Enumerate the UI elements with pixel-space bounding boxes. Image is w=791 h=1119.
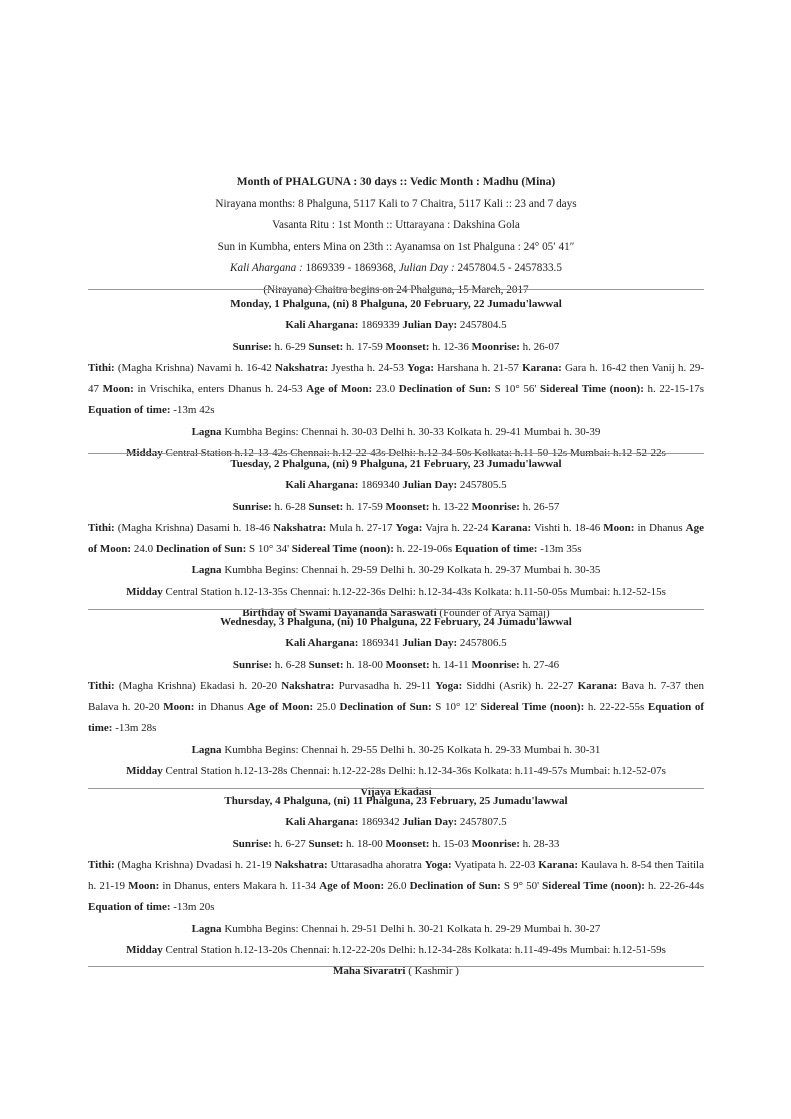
day-title: Tuesday, 2 Phalguna, (ni) 9 Phalguna, 21 February, 23 Jumadu'lawwal [230,458,562,470]
lagna-line: Lagna Kumbha Begins: Chennai h. 29-51 Delhi h. 30-21 Kolkata h. 29-29 Mumbai h. 30-27 [191,922,601,935]
panchanga-details: Tithi: (Magha Krishna) Navami h. 16-42 Nakshatra: Jyestha h. 24-53 Yoga: Harshana h. 21-57 Karana: Gara h. 16-42 then Vanij h. 29-47 Moon: in Vrischika, enters Dhanus h. 24-53 Age of Moon: 23.0 Declination of Sun: S 10° 56' Sidereal Time (noon): h. 22-15-17s Equation of time: -13m 42s [88,361,705,417]
chaitra-begins-line: (Nirayana) Chaitra begins on 24 Phalguna, 15 March, 2017 [263,283,529,296]
ahargana-line: Kali Ahargana: 1869340 Julian Day: 2457805.5 [285,479,507,492]
day-title: Wednesday, 3 Phalguna, (ni) 10 Phalguna, 22 February, 24 Jumadu'lawwal [220,616,572,628]
kali-range-value: 1869339 - 1869368, [302,262,399,274]
rise-set-line: Sunrise: h. 6-28 Sunset: h. 17-59 Moonset: h. 13-22 Moonrise: h. 26-57 [232,500,560,513]
day-title: Monday, 1 Phalguna, (ni) 8 Phalguna, 20 February, 22 Jumadu'lawwal [230,298,562,310]
lagna-line: Lagna Kumbha Begins: Chennai h. 29-59 Delhi h. 30-29 Kolkata h. 29-37 Mumbai h. 30-35 [191,564,601,577]
sun-ayanamsa-line: Sun in Kumbha, enters Mina on 23th :: Ayanamsa on 1st Phalguna : 24° 05′ 41″ [217,240,575,253]
midday-line: Midday Central Station h.12-13-28s Chennai: h.12-22-28s Delhi: h.12-34-36s Kolkata: h.11-49-57s Mumbai: h.12-52-07s [126,765,666,778]
divider [88,966,704,967]
julian-range-value: 2457804.5 - 2457833.5 [454,262,562,274]
lagna-line: Lagna Kumbha Begins: Chennai h. 30-03 Delhi h. 30-33 Kolkata h. 29-41 Mumbai h. 30-39 [191,425,601,438]
kali-julian-range [88,258,704,280]
midday-line: Midday Central Station h.12-13-20s Chennai: h.12-22-20s Delhi: h.12-34-28s Kolkata: h.11-49-49s Mumbai: h.12-51-59s [126,944,666,957]
rise-set-line: Sunrise: h. 6-29 Sunset: h. 17-59 Moonset: h. 12-36 Moonrise: h. 26-07 [232,340,560,353]
day-entry-thursday [88,791,704,983]
panchanga-details: Tithi: (Magha Krishna) Ekadasi h. 20-20 Nakshatra: Purvasadha h. 29-11 Yoga: Siddhi (Asrik) h. 22-27 Karana: Bava h. 7-37 then Balava h. 20-20 Moon: in Dhanus Age of Moon: 25.0 Declination of Sun: S 10° 12' Sidereal Time (noon): h. 22-22-55s Equation of time: -13m 28s [88,679,705,735]
day-entry-tuesday [88,454,704,624]
day-entry-monday [88,294,704,464]
panchanga-details: Tithi: (Magha Krishna) Dasami h. 18-46 Nakshatra: Mula h. 27-17 Yoga: Vajra h. 22-24 Karana: Vishti h. 18-46 Moon: in Dhanus Age of Moon: 24.0 Declination of Sun: S 10° 34' Sidereal Time (noon): h. 22-19-06s Equation of time: -13m 35s [88,521,704,556]
ahargana-line: Kali Ahargana: 1869339 Julian Day: 2457804.5 [285,319,507,332]
day-title: Thursday, 4 Phalguna, (ni) 11 Phalguna, 23 February, 25 Jumadu'lawwal [224,795,568,807]
midday-line: Midday Central Station h.12-13-42s Chennai: h.12-22-43s Delhi: h.12-34-50s Kolkata: h.11-50-12s Mumbai: h.12-52-22s [126,447,666,460]
kali-range-label: Kali Ahargana : [230,262,303,274]
nirayana-months: Nirayana months: 8 Phalguna, 5117 Kali to 7 Chaitra, 5117 Kali :: 23 and 7 days [215,197,577,210]
lagna-line: Lagna Kumbha Begins: Chennai h. 29-55 Delhi h. 30-25 Kolkata h. 29-33 Mumbai h. 30-31 [191,743,601,756]
festival-line: Maha Sivaratri ( Kashmir ) [333,965,459,978]
divider [88,609,704,610]
festival-line: Birthday of Swami Dayananda Saraswati (Founder of Arya Samaj) [242,607,550,620]
julian-range-label: Julian Day : [398,262,455,274]
divider [88,289,704,290]
midday-line: Midday Central Station h.12-13-35s Chennai: h.12-22-36s Delhi: h.12-34-43s Kolkata: h.11-50-05s Mumbai: h.12-52-15s [126,585,666,598]
ritu-line: Vasanta Ritu : 1st Month :: Uttarayana : Dakshina Gola [272,219,520,231]
day-entry-wednesday [88,612,704,804]
rise-set-line: Sunrise: h. 6-28 Sunset: h. 18-00 Moonset: h. 14-11 Moonrise: h. 27-46 [232,658,560,671]
rise-set-line: Sunrise: h. 6-27 Sunset: h. 18-00 Moonset: h. 15-03 Moonrise: h. 28-33 [232,837,560,850]
festival-line: Vijaya Ekadasi [360,786,432,799]
divider [88,788,704,789]
panchanga-details: Tithi: (Magha Krishna) Dvadasi h. 21-19 Nakshatra: Uttarasadha ahoratra Yoga: Vyatipata h. 22-03 Karana: Kaulava h. 8-54 then Taitila h. 21-19 Moon: in Dhanus, enters Makara h. 11-34 Age of Moon: 26.0 Declination of Sun: S 9° 50' Sidereal Time (noon): h. 22-26-44s Equation of time: -13m 20s [88,858,704,914]
ahargana-line: Kali Ahargana: 1869342 Julian Day: 2457807.5 [285,816,507,829]
month-title: Month of PHALGUNA : 30 days :: Vedic Month : Madhu (Mina) [236,176,556,188]
ahargana-line: Kali Ahargana: 1869341 Julian Day: 2457806.5 [285,637,507,650]
month-header [88,172,704,301]
